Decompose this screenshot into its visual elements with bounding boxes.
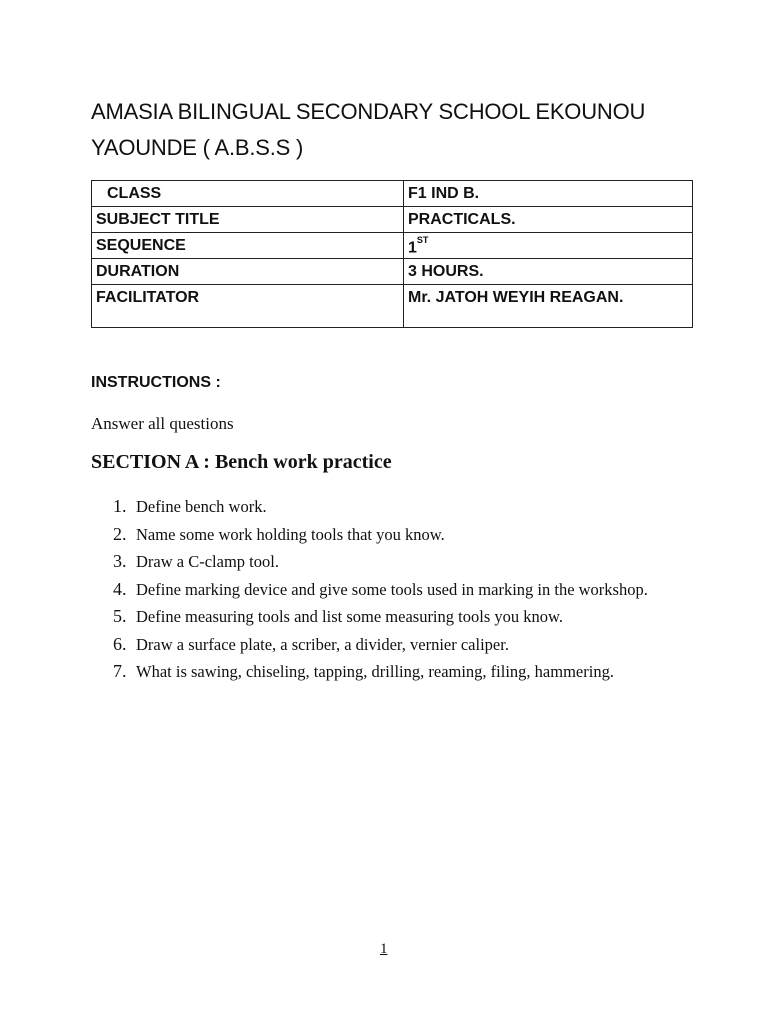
question-number: 3. [113, 551, 127, 571]
info-row-subject [92, 207, 693, 233]
question-item [113, 632, 693, 657]
info-row-duration [92, 259, 693, 285]
info-label: CLASS [92, 181, 404, 207]
instructions-text: Answer all questions [91, 414, 234, 433]
section-label: SECTION A : [91, 451, 210, 473]
school-title-line-1: AMASIA BILINGUAL SECONDARY SCHOOL EKOUNOU [91, 99, 646, 124]
exam-info-table [91, 180, 693, 328]
school-title-line-2: YAOUNDE ( A.B.S.S ) [91, 135, 304, 160]
info-value: 3 HOURS. [404, 259, 693, 285]
question-number: 4. [113, 578, 127, 599]
question-item [113, 659, 693, 684]
instructions-heading: INSTRUCTIONS : [91, 374, 221, 391]
section-title: Bench work practice [214, 451, 392, 473]
ordinal-suffix: ST [416, 234, 429, 245]
info-label: DURATION [92, 259, 404, 285]
question-text: Name some work holding tools that you know. [136, 524, 445, 544]
question-number: 5. [113, 606, 127, 626]
info-value: Mr. JATOH WEYIH REAGAN. [404, 285, 693, 328]
school-title [91, 94, 731, 166]
page-number: 1 [380, 941, 388, 957]
question-number: 1. [113, 496, 127, 516]
info-label: FACILITATOR [92, 285, 404, 328]
question-list [113, 494, 693, 687]
info-row-class [92, 181, 693, 207]
question-text: Define marking device and give some tools used in marking in the workshop. [136, 579, 648, 599]
info-value: 1 [408, 239, 417, 257]
question-item [113, 549, 693, 574]
question-item [113, 494, 693, 519]
info-label: SUBJECT TITLE [92, 207, 404, 233]
question-text: What is sawing, chiseling, tapping, drilling, reaming, filing, hammering. [136, 662, 614, 681]
section-a-heading [91, 451, 392, 474]
info-value-cell [404, 233, 693, 259]
info-label: SEQUENCE [92, 233, 404, 259]
info-value: PRACTICALS. [404, 207, 693, 233]
question-text: Draw a C-clamp tool. [136, 552, 279, 571]
question-item [113, 604, 693, 629]
info-row-facilitator [92, 285, 693, 328]
info-value: F1 IND B. [404, 181, 693, 207]
question-text: Define measuring tools and list some measuring tools you know. [136, 607, 563, 626]
question-number: 7. [113, 661, 127, 681]
question-number: 6. [113, 633, 127, 654]
question-item [113, 522, 693, 547]
question-text: Define bench work. [136, 497, 267, 516]
question-text: Draw a surface plate, a scriber, a divider, vernier caliper. [136, 634, 509, 654]
info-row-sequence [92, 233, 693, 259]
question-number: 2. [113, 523, 127, 544]
question-item [113, 577, 693, 602]
